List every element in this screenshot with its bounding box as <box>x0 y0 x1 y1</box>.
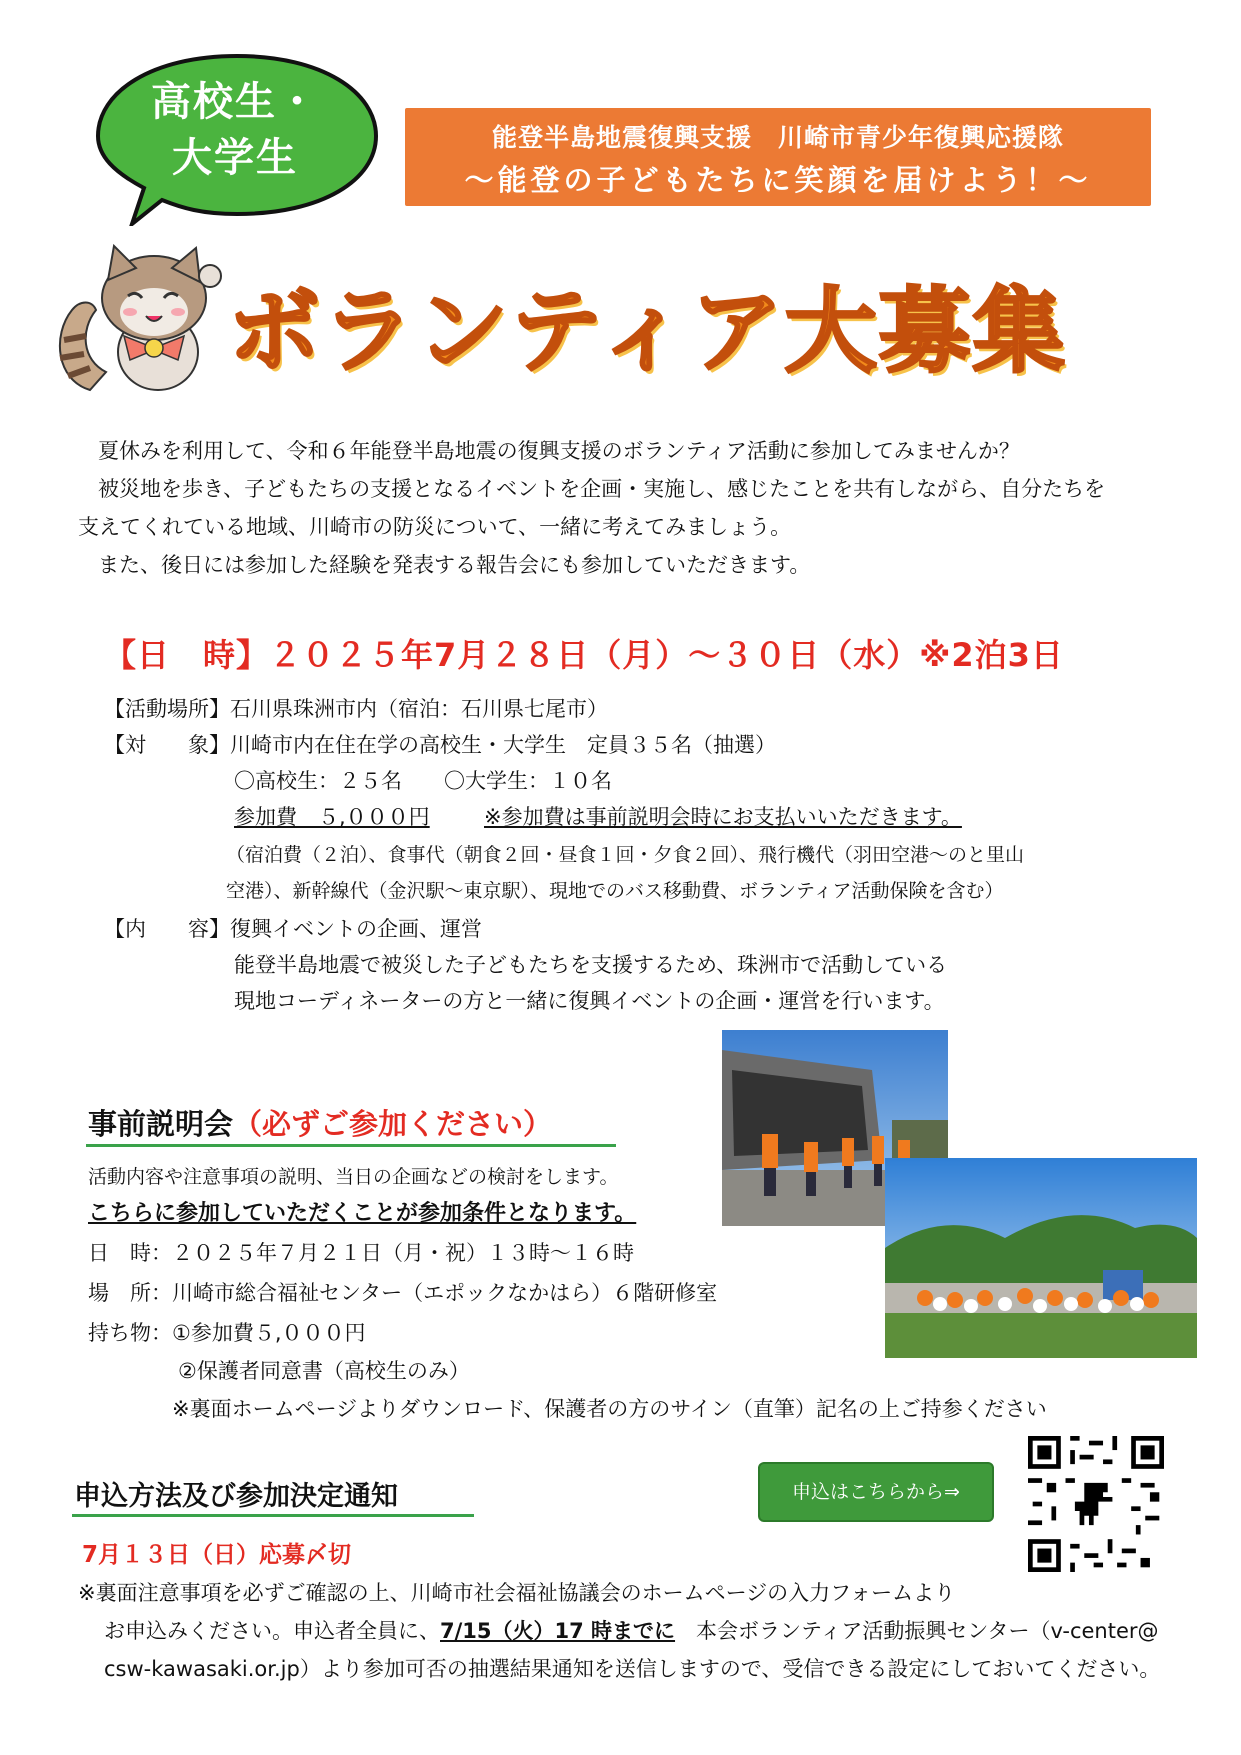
briefing-datetime: 日 時：２０２５年７月２１日（月・祝）１３時～１６時 <box>88 1241 634 1265</box>
event-date: 【日 時】２０２５年7月２８日（月）～３０日（水）※2泊3日 <box>104 636 1064 674</box>
content-line-2: 現地コーディネーターの方と一緒に復興イベントの企画・運営を行います。 <box>234 989 945 1013</box>
bubble-line-2: 大学生 <box>172 135 298 181</box>
briefing-title-note: （必ずご参加ください） <box>233 1107 553 1141</box>
content-line-1: 能登半島地震で被災した子どもたちを支援するため、珠洲市で活動している <box>234 953 948 977</box>
apply-note-2c: 本会ボランティア活動振興センター（v-center@ <box>675 1619 1159 1643</box>
intro-line-3: 支えてくれている地域、川崎市の防災について、一緒に考えてみましょう。 <box>78 515 792 539</box>
briefing-underline <box>86 1144 616 1147</box>
briefing-items-2: ②保護者同意書（高校生のみ） <box>178 1359 470 1383</box>
application-deadline: 7月１３日（日）応募〆切 <box>82 1542 352 1568</box>
apply-button[interactable]: 申込はこちらから⇒ <box>758 1462 994 1522</box>
apply-note-1: ※裏面注意事項を必ずご確認の上、川崎市社会福祉協議会のホームページの入力フォームより <box>78 1581 956 1605</box>
fee-note: ※参加費は事前説明会時にお支払いいただきます。 <box>484 805 962 829</box>
header-line-2: ～能登の子どもたちに笑顔を届けよう！～ <box>464 163 1092 197</box>
intro-line-2: 被災地を歩き、子どもたちの支援となるイベントを企画・実施し、感じたことを共有しながら、自分たちを <box>98 477 1106 501</box>
volunteer-photo-2 <box>885 1158 1197 1358</box>
bubble-line-1: 高校生・ <box>151 79 319 125</box>
apply-note-2b: 7/15（火）17 時までに <box>440 1619 676 1643</box>
briefing-title-text: 事前説明会 <box>88 1107 234 1141</box>
fee-label: 参加費 ５,０００円 <box>234 805 430 829</box>
content-label: 【内 容】復興イベントの企画、運営 <box>104 917 482 941</box>
briefing-description: 活動内容や注意事項の説明、当日の企画などの検討をします。 <box>88 1166 619 1188</box>
briefing-title <box>88 1102 552 1143</box>
main-title: ボランティア大募集 <box>228 278 1067 385</box>
intro-line-1: 夏休みを利用して、令和６年能登半島地震の復興支援のボランティア活動に参加してみませんか？ <box>98 439 1020 463</box>
header-line-1: 能登半島地震復興支援 川崎市青少年復興応援隊 <box>491 123 1064 152</box>
fee-includes-1: （宿泊費（２泊）、食事代（朝食２回・昼食１回・夕食２回）、飛行機代（羽田空港～のと里山 <box>226 844 1025 866</box>
apply-note-3: csw-kawasaki.or.jp）より参加可否の抽選結果通知を送信しますので、受信できる設定にしておいてください。 <box>104 1657 1161 1681</box>
intro-line-4: また、後日には参加した経験を発表する報告会にも参加していただきます。 <box>98 553 811 577</box>
qr-code-icon[interactable] <box>1028 1436 1164 1572</box>
quota: 〇高校生：２５名 〇大学生：１０名 <box>234 769 612 793</box>
apply-note-2a: お申込みください。申込者全員に、 <box>104 1619 440 1643</box>
apply-title: 申込方法及び参加決定通知 <box>74 1481 398 1512</box>
fee-includes-2: 空港）、新幹線代（金沢駅～東京駅）、現地でのバス移動費、ボランティア活動保険を含む） <box>226 880 1004 902</box>
target-audience: 【対 象】川崎市内在住在学の高校生・大学生 定員３５名（抽選） <box>104 733 776 757</box>
cat-mascot-icon <box>50 240 232 395</box>
apply-underline <box>72 1514 474 1517</box>
briefing-items-note: ※裏面ホームページよりダウンロード、保護者の方のサイン（直筆）記名の上ご持参ください <box>172 1397 1047 1421</box>
briefing-condition: こちらに参加していただくことが参加条件となります。 <box>88 1201 637 1226</box>
activity-place: 【活動場所】石川県珠洲市内（宿泊：石川県七尾市） <box>104 697 608 721</box>
apply-note-2 <box>104 1612 1159 1650</box>
briefing-items-1: 持ち物：①参加費５,０００円 <box>88 1321 366 1345</box>
briefing-place: 場 所：川崎市総合福祉センター（エポックなかはら）６階研修室 <box>88 1281 718 1305</box>
